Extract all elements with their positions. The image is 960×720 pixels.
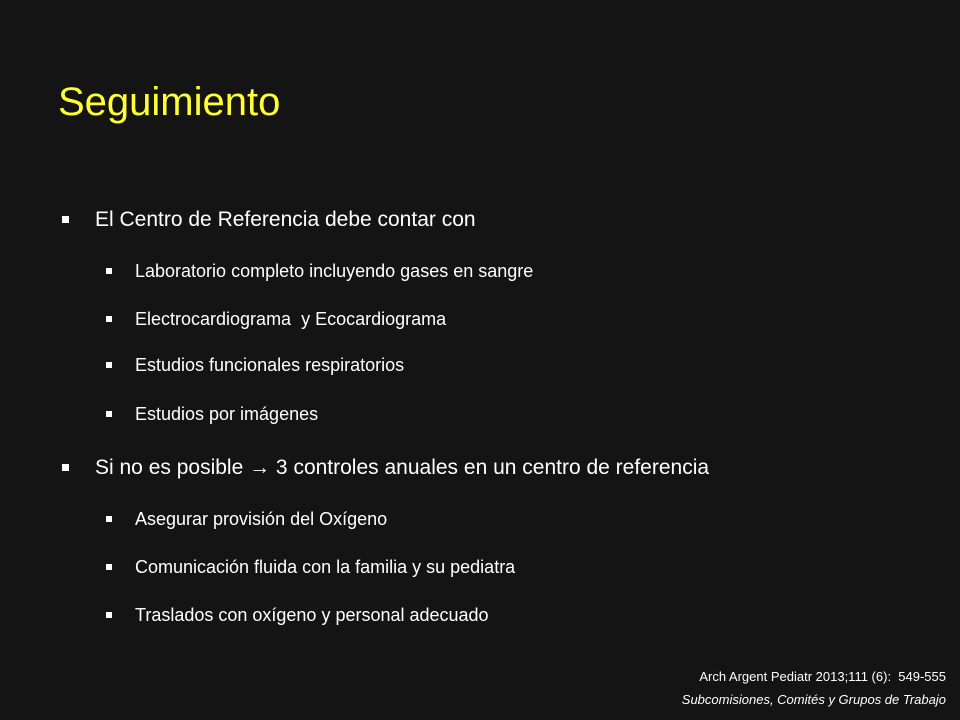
- subbullet-text: Estudios funcionales respiratorios: [135, 355, 405, 375]
- subbullet-text: Laboratorio completo incluyendo gases en sangre: [135, 261, 534, 281]
- subbullet-electrocardiograma: [106, 310, 446, 328]
- bullet-text: Si no es posible → 3 controles anuales en un centro de referencia: [95, 456, 710, 479]
- square-bullet-icon: [106, 316, 112, 322]
- square-bullet-icon: [106, 411, 112, 417]
- subbullet-text: Estudios por imágenes: [135, 404, 319, 424]
- square-bullet-icon: [106, 268, 112, 274]
- subbullet-comunicacion: [106, 558, 515, 576]
- subbullet-text: Comunicación fluida con la familia y su pediatra: [135, 557, 516, 577]
- square-bullet-icon: [62, 216, 69, 223]
- subbullet-traslados: [106, 606, 489, 624]
- bullet-si-no-es-posible: [62, 457, 709, 478]
- square-bullet-icon: [106, 612, 112, 618]
- subbullet-text: Electrocardiograma y Ecocardiograma: [135, 309, 447, 329]
- square-bullet-icon: [106, 362, 112, 368]
- bullet-text: El Centro de Referencia debe contar con: [95, 208, 476, 231]
- square-bullet-icon: [62, 464, 69, 471]
- subbullet-estudios-funcionales: [106, 356, 404, 374]
- subbullet-text: Traslados con oxígeno y personal adecuado: [135, 605, 489, 625]
- square-bullet-icon: [106, 564, 112, 570]
- subbullet-text: Asegurar provisión del Oxígeno: [135, 509, 388, 529]
- subbullet-asegurar-provision: [106, 510, 387, 528]
- bullet-centro-referencia: [62, 209, 476, 230]
- footer-subtitle: Subcomisiones, Comités y Grupos de Trabajo: [681, 692, 946, 707]
- slide-title: Seguimiento: [58, 80, 281, 124]
- square-bullet-icon: [106, 516, 112, 522]
- footer-citation: Arch Argent Pediatr 2013;111 (6): 549-555: [699, 669, 946, 684]
- subbullet-estudios-imagenes: [106, 405, 318, 423]
- subbullet-laboratorio: [106, 262, 533, 280]
